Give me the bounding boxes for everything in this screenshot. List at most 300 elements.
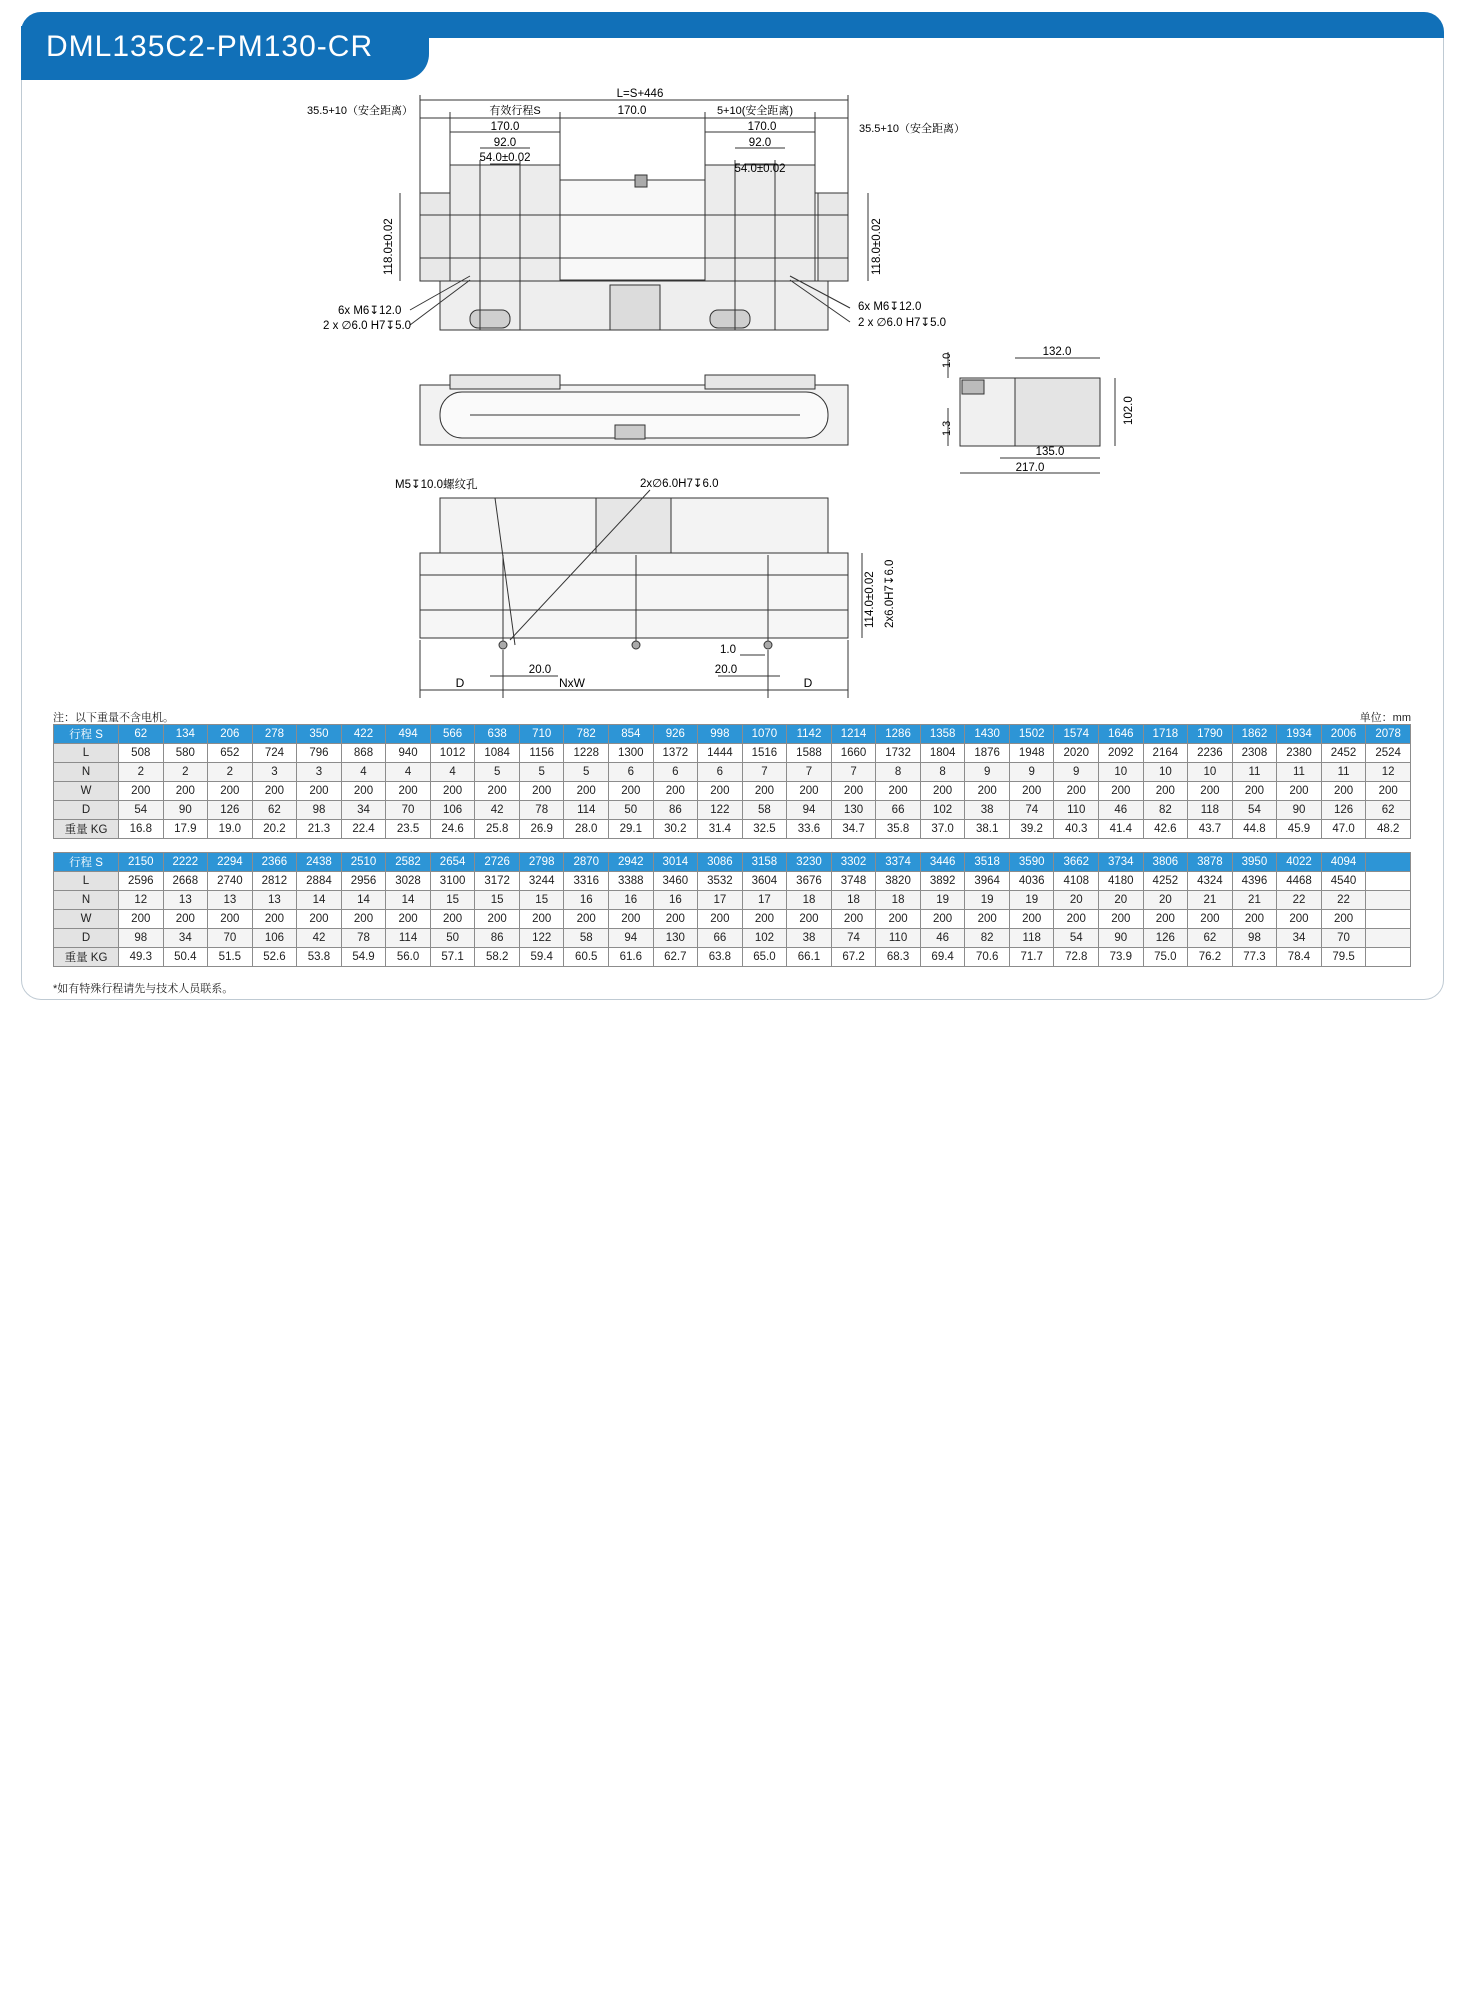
table-cell: 21	[1188, 891, 1233, 910]
table-cell: 3964	[965, 872, 1010, 891]
table-cell: 22	[1277, 891, 1322, 910]
table-cell: 62	[119, 725, 164, 744]
dim-20-right: 20.0	[714, 664, 738, 676]
table-cell	[1366, 910, 1411, 929]
table-cell: 75.0	[1143, 948, 1188, 967]
table-cell: 3014	[653, 853, 698, 872]
table-cell: 2438	[297, 853, 342, 872]
table-cell: 28.0	[564, 820, 609, 839]
table-cell: 57.1	[430, 948, 475, 967]
table-cell: 110	[1054, 801, 1099, 820]
table-cell: 200	[1232, 910, 1277, 929]
row-label: N	[54, 763, 119, 782]
table-cell	[1366, 948, 1411, 967]
table-cell: 23.5	[386, 820, 431, 839]
table-cell: 200	[252, 910, 297, 929]
table-cell: 15	[475, 891, 520, 910]
table-cell: 2524	[1366, 744, 1411, 763]
table-cell: 40.3	[1054, 820, 1099, 839]
table-cell: 1228	[564, 744, 609, 763]
table-cell: 200	[1143, 782, 1188, 801]
table-cell: 868	[341, 744, 386, 763]
table-row	[54, 820, 1411, 839]
table-cell: 70.6	[965, 948, 1010, 967]
table-cell: 59.4	[519, 948, 564, 967]
table-cell: 1588	[787, 744, 832, 763]
table-cell: 2294	[208, 853, 253, 872]
table-cell: 200	[965, 910, 1010, 929]
table-cell: 18	[876, 891, 921, 910]
table-cell: 5	[564, 763, 609, 782]
table-cell: 566	[430, 725, 475, 744]
table-cell: 1790	[1188, 725, 1233, 744]
table-cell: 200	[609, 782, 654, 801]
table-cell: 2308	[1232, 744, 1277, 763]
table-cell: 200	[742, 782, 787, 801]
table-cell: 16	[653, 891, 698, 910]
table-cell: 3172	[475, 872, 520, 891]
table-cell: 2	[119, 763, 164, 782]
spec-table-2	[53, 852, 1411, 967]
table-cell: 2222	[163, 853, 208, 872]
dim-side-135: 135.0	[1035, 446, 1065, 458]
table-cell: 200	[341, 910, 386, 929]
label-m6-left: 6x M6↧12.0	[338, 305, 402, 317]
table-cell: 13	[163, 891, 208, 910]
table-cell: 200	[564, 910, 609, 929]
table-cell: 854	[609, 725, 654, 744]
table-cell: 4108	[1054, 872, 1099, 891]
table-cell: 200	[430, 910, 475, 929]
table-cell: 3676	[787, 872, 832, 891]
table-cell: 50.4	[163, 948, 208, 967]
table-cell: 4540	[1321, 872, 1366, 891]
table-cell: 3158	[742, 853, 787, 872]
table-cell: 42.6	[1143, 820, 1188, 839]
table-cell: 32.5	[742, 820, 787, 839]
table-cell: 126	[208, 801, 253, 820]
table-cell: 82	[1143, 801, 1188, 820]
row-label: D	[54, 929, 119, 948]
table-cell: 66	[876, 801, 921, 820]
table-cell: 20	[1099, 891, 1144, 910]
table-cell: 78	[341, 929, 386, 948]
table-cell: 12	[1366, 763, 1411, 782]
table-cell: 68.3	[876, 948, 921, 967]
table-cell: 37.0	[920, 820, 965, 839]
table-cell: 1070	[742, 725, 787, 744]
table-cell: 200	[1143, 910, 1188, 929]
table-cell: 200	[609, 910, 654, 929]
row-label: D	[54, 801, 119, 820]
table-cell: 70	[208, 929, 253, 948]
table-cell: 8	[876, 763, 921, 782]
table-cell: 4	[430, 763, 475, 782]
table-cell: 200	[163, 782, 208, 801]
table-row	[54, 801, 1411, 820]
table-cell: 106	[252, 929, 297, 948]
table-cell: 102	[742, 929, 787, 948]
table-cell: 200	[965, 782, 1010, 801]
table-cell: 1084	[475, 744, 520, 763]
table-cell: 2006	[1321, 725, 1366, 744]
table-cell: 90	[1099, 929, 1144, 948]
table-cell: 130	[653, 929, 698, 948]
table-cell: 82	[965, 929, 1010, 948]
table-cell: 2812	[252, 872, 297, 891]
dim-side-1: 1.0	[941, 352, 953, 368]
table-cell: 102	[920, 801, 965, 820]
table-cell: 13	[208, 891, 253, 910]
table-cell: 34	[1277, 929, 1322, 948]
table-cell: 62	[252, 801, 297, 820]
table-cell: 62	[1188, 929, 1233, 948]
table-cell: 94	[609, 929, 654, 948]
table-cell: 3	[297, 763, 342, 782]
row-label: W	[54, 910, 119, 929]
table-cell: 200	[119, 782, 164, 801]
note-weight: 注：以下重量不含电机。	[53, 712, 174, 724]
table-cell: 1156	[519, 744, 564, 763]
table-cell: 2582	[386, 853, 431, 872]
table-cell: 33.6	[787, 820, 832, 839]
table-cell: 31.4	[698, 820, 743, 839]
table-cell: 2884	[297, 872, 342, 891]
table-cell: 34	[341, 801, 386, 820]
table-cell: 6	[653, 763, 698, 782]
table-row	[54, 891, 1411, 910]
table-cell	[1366, 853, 1411, 872]
table-cell: 200	[831, 782, 876, 801]
table-cell: 2942	[609, 853, 654, 872]
table-cell	[1366, 929, 1411, 948]
table-cell: 9	[965, 763, 1010, 782]
table-cell: 42	[297, 929, 342, 948]
table-cell: 7	[831, 763, 876, 782]
table-cell: 118	[1009, 929, 1054, 948]
table-cell: 70	[386, 801, 431, 820]
table-cell: 3100	[430, 872, 475, 891]
table-cell: 66	[698, 929, 743, 948]
table-cell: 2236	[1188, 744, 1233, 763]
table-cell: 15	[430, 891, 475, 910]
table-cell: 86	[653, 801, 698, 820]
table-cell: 17	[742, 891, 787, 910]
technical-drawing	[0, 0, 1464, 700]
dim-side-102: 102.0	[1123, 396, 1135, 425]
table-cell: 200	[876, 910, 921, 929]
page-title: DML135C2-PM130-CR	[46, 30, 374, 63]
table-cell: 4468	[1277, 872, 1322, 891]
table-cell: 2078	[1366, 725, 1411, 744]
table-cell: 14	[341, 891, 386, 910]
row-label: W	[54, 782, 119, 801]
table-cell: 51.5	[208, 948, 253, 967]
table-cell: 18	[787, 891, 832, 910]
row-label: N	[54, 891, 119, 910]
table-cell: 73.9	[1099, 948, 1144, 967]
table-cell: 72.8	[1054, 948, 1099, 967]
table-cell: 71.7	[1009, 948, 1054, 967]
table-cell: 126	[1321, 801, 1366, 820]
dim-side-217: 217.0	[1015, 462, 1045, 474]
table-cell: 58.2	[475, 948, 520, 967]
table-cell: 200	[252, 782, 297, 801]
table-cell: 58	[564, 929, 609, 948]
table-cell: 62	[1366, 801, 1411, 820]
table-cell: 940	[386, 744, 431, 763]
table-cell: 200	[1321, 782, 1366, 801]
table-cell: 6	[609, 763, 654, 782]
table-cell: 1934	[1277, 725, 1322, 744]
table-cell: 3590	[1009, 853, 1054, 872]
table-cell	[1366, 891, 1411, 910]
table-cell: 200	[386, 782, 431, 801]
table-cell: 46	[1099, 801, 1144, 820]
table-cell: 1502	[1009, 725, 1054, 744]
dim-114: 114.0±0.02	[864, 571, 876, 628]
table-cell: 29.1	[609, 820, 654, 839]
table-cell: 65.0	[742, 948, 787, 967]
table-cell: 16	[564, 891, 609, 910]
dim-54-left: 54.0±0.02	[479, 152, 531, 164]
table-cell: 2740	[208, 872, 253, 891]
table-cell: 50	[609, 801, 654, 820]
table-cell: 2956	[341, 872, 386, 891]
table-cell: 724	[252, 744, 297, 763]
table-cell: 2	[208, 763, 253, 782]
table-cell: 17.9	[163, 820, 208, 839]
table-cell: 78	[519, 801, 564, 820]
table-cell: 200	[920, 910, 965, 929]
table-cell: 2654	[430, 853, 475, 872]
table-cell: 3662	[1054, 853, 1099, 872]
table-cell: 3892	[920, 872, 965, 891]
table-cell: 3388	[609, 872, 654, 891]
table-cell: 114	[564, 801, 609, 820]
dim-118-left: 118.0±0.02	[383, 218, 395, 275]
dim-nxw: NxW	[559, 676, 585, 690]
table-cell: 4252	[1143, 872, 1188, 891]
table-cell: 19	[1009, 891, 1054, 910]
table-cell: 3	[252, 763, 297, 782]
table-cell: 126	[1143, 929, 1188, 948]
table-cell: 8	[920, 763, 965, 782]
table-cell: 1214	[831, 725, 876, 744]
table-cell: 45.9	[1277, 820, 1322, 839]
table-cell: 54	[1232, 801, 1277, 820]
dim-safe-right: 35.5+10（安全距离）	[858, 123, 966, 135]
dim-1: 1.0	[720, 644, 736, 656]
table-cell: 200	[564, 782, 609, 801]
table-cell: 24.6	[430, 820, 475, 839]
table-cell: 35.8	[876, 820, 921, 839]
table-cell: 114	[386, 929, 431, 948]
table-cell: 200	[208, 782, 253, 801]
table-cell: 16.8	[119, 820, 164, 839]
table-cell: 1012	[430, 744, 475, 763]
dim-92-left: 92.0	[493, 137, 517, 149]
table-cell: 200	[1232, 782, 1277, 801]
dim-side-13: 1.3	[941, 420, 953, 436]
table-cell: 638	[475, 725, 520, 744]
dim-stroke: 有效行程S	[489, 105, 541, 117]
table-cell: 1948	[1009, 744, 1054, 763]
table-cell: 4180	[1099, 872, 1144, 891]
table-cell: 3446	[920, 853, 965, 872]
table-cell: 14	[386, 891, 431, 910]
table-cell: 200	[1099, 782, 1144, 801]
table-cell: 796	[297, 744, 342, 763]
table-cell: 20	[1143, 891, 1188, 910]
table-cell: 21	[1232, 891, 1277, 910]
table-cell: 3532	[698, 872, 743, 891]
table-cell: 4396	[1232, 872, 1277, 891]
table-cell: 74	[831, 929, 876, 948]
table-cell: 1444	[698, 744, 743, 763]
table-cell: 200	[475, 782, 520, 801]
table-cell: 98	[119, 929, 164, 948]
table-row	[54, 910, 1411, 929]
table-cell: 63.8	[698, 948, 743, 967]
table-cell: 1372	[653, 744, 698, 763]
table-cell: 1876	[965, 744, 1010, 763]
table-cell: 22.4	[341, 820, 386, 839]
table-cell: 508	[119, 744, 164, 763]
row-label: 行程 S	[54, 853, 119, 872]
table-cell: 2870	[564, 853, 609, 872]
table-cell: 1804	[920, 744, 965, 763]
table-cell	[1366, 872, 1411, 891]
table-cell: 2668	[163, 872, 208, 891]
table-cell: 710	[519, 725, 564, 744]
table-cell: 4022	[1277, 853, 1322, 872]
table-cell: 76.2	[1188, 948, 1233, 967]
table-cell: 200	[297, 782, 342, 801]
table-cell: 110	[876, 929, 921, 948]
table-cell: 1358	[920, 725, 965, 744]
table-cell: 1732	[876, 744, 921, 763]
table-cell: 1430	[965, 725, 1010, 744]
row-label: 重量 KG	[54, 820, 119, 839]
table-cell: 3518	[965, 853, 1010, 872]
table-cell: 1646	[1099, 725, 1144, 744]
table-cell: 200	[1054, 782, 1099, 801]
table-cell: 200	[341, 782, 386, 801]
table-row	[54, 872, 1411, 891]
table-cell: 3230	[787, 853, 832, 872]
table-cell: 2726	[475, 853, 520, 872]
table-cell: 2380	[1277, 744, 1322, 763]
table-cell: 10	[1188, 763, 1233, 782]
table-cell: 200	[1009, 782, 1054, 801]
table-cell: 3820	[876, 872, 921, 891]
table-cell: 5	[475, 763, 520, 782]
table-cell: 926	[653, 725, 698, 744]
table-cell: 998	[698, 725, 743, 744]
table-cell: 19	[920, 891, 965, 910]
table-cell: 39.2	[1009, 820, 1054, 839]
table-row	[54, 929, 1411, 948]
table-cell: 200	[742, 910, 787, 929]
table-cell: 34.7	[831, 820, 876, 839]
table-cell: 200	[653, 910, 698, 929]
table-cell: 7	[787, 763, 832, 782]
spec-table-1	[53, 724, 1411, 839]
dim-170-right: 170.0	[747, 121, 777, 133]
table-cell: 200	[787, 782, 832, 801]
table-cell: 47.0	[1321, 820, 1366, 839]
table-cell: 98	[1232, 929, 1277, 948]
table-cell: 206	[208, 725, 253, 744]
table-cell: 2150	[119, 853, 164, 872]
dim-safe-mid: 5+10(安全距离)	[716, 105, 794, 117]
table-cell: 10	[1143, 763, 1188, 782]
table-cell: 200	[519, 910, 564, 929]
table-cell: 25.8	[475, 820, 520, 839]
table-cell: 4094	[1321, 853, 1366, 872]
table-cell: 200	[1099, 910, 1144, 929]
table-cell: 19	[965, 891, 1010, 910]
dim-170-mid: 170.0	[617, 105, 647, 117]
table-cell: 3244	[519, 872, 564, 891]
table-cell: 9	[1009, 763, 1054, 782]
table-cell: 79.5	[1321, 948, 1366, 967]
table-cell: 4	[341, 763, 386, 782]
table-cell: 200	[920, 782, 965, 801]
table-cell: 41.4	[1099, 820, 1144, 839]
table-cell: 9	[1054, 763, 1099, 782]
label-m5-thread: M5↧10.0螺纹孔	[395, 479, 478, 491]
table-cell: 2164	[1143, 744, 1188, 763]
table-cell: 2596	[119, 872, 164, 891]
row-label: L	[54, 744, 119, 763]
table-cell: 17	[698, 891, 743, 910]
table-cell: 106	[430, 801, 475, 820]
table-cell: 77.3	[1232, 948, 1277, 967]
table-cell: 2020	[1054, 744, 1099, 763]
table-cell: 200	[519, 782, 564, 801]
table-cell: 1574	[1054, 725, 1099, 744]
dim-side-132: 132.0	[1042, 346, 1072, 358]
table-cell: 60.5	[564, 948, 609, 967]
table-cell: 30.2	[653, 820, 698, 839]
table-cell: 3028	[386, 872, 431, 891]
table-cell: 38.1	[965, 820, 1010, 839]
table-cell: 38	[965, 801, 1010, 820]
table-cell: 34	[163, 929, 208, 948]
table-cell: 2510	[341, 853, 386, 872]
table-cell: 50	[430, 929, 475, 948]
table-cell: 3604	[742, 872, 787, 891]
table-cell: 200	[876, 782, 921, 801]
table-cell: 200	[430, 782, 475, 801]
table-cell: 3374	[876, 853, 921, 872]
table-cell: 3734	[1099, 853, 1144, 872]
table-cell: 43.7	[1188, 820, 1233, 839]
table-cell: 200	[1054, 910, 1099, 929]
row-label: L	[54, 872, 119, 891]
table-cell: 1300	[609, 744, 654, 763]
table-cell: 11	[1321, 763, 1366, 782]
table-cell: 13	[252, 891, 297, 910]
table-cell: 61.6	[609, 948, 654, 967]
table-cell: 19.0	[208, 820, 253, 839]
table-cell: 3316	[564, 872, 609, 891]
dim-54-right: 54.0±0.02	[734, 163, 786, 175]
dim-118-right: 118.0±0.02	[871, 218, 883, 275]
table-cell: 1142	[787, 725, 832, 744]
